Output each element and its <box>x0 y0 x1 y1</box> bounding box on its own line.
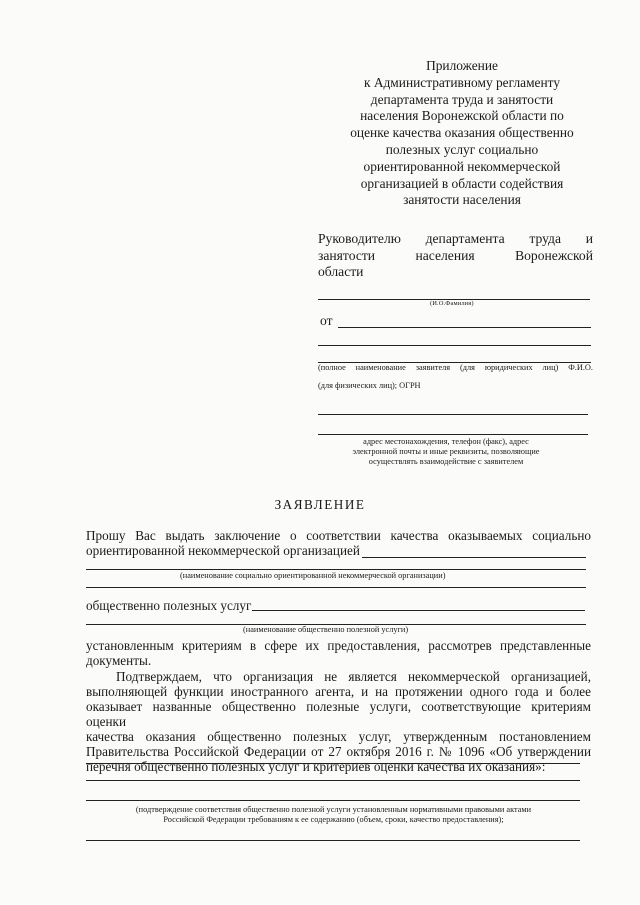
request-word: оказываемых <box>448 528 523 543</box>
confirmation-field-line-4[interactable] <box>86 840 580 841</box>
addressee-word: и <box>585 231 593 246</box>
criteria-line-1: установленным критериям в сфере их предоставления, рассмотрев представленные <box>86 638 591 653</box>
document-title: ЗАЯВЛЕНИЕ <box>274 497 366 512</box>
confirmation-caption-line: Российской Федерации требованиям к ее содержанию (объем, сроки, качество предоставления); <box>163 815 504 824</box>
confirmation-line: оказывает названные общественно полезные услуги, соответствующие критериям оценки <box>86 699 591 729</box>
addressee-line-1 <box>318 231 593 248</box>
services-label: общественно полезных услуг <box>86 598 252 613</box>
request-word: качества <box>390 528 439 543</box>
request-word: заключение <box>214 528 281 543</box>
appendix-line: Приложение <box>426 58 498 73</box>
request-word: социально <box>532 528 591 543</box>
from-label: от <box>320 313 333 328</box>
caption-word: (полное <box>318 363 346 372</box>
addressee-word: Воронежской <box>515 247 593 263</box>
confirmation-line: качества оказания общественно полезных услуг, утвержденным постановлением <box>86 729 591 744</box>
applicant-caption <box>318 363 593 391</box>
request-word: Прошу <box>86 528 126 543</box>
confirmation-line: Подтверждаем, что организация не является некоммерческой организацией, <box>116 669 591 684</box>
confirmation-caption <box>86 805 581 825</box>
criteria-line-2: документы. <box>86 653 152 668</box>
services-field-line-1[interactable] <box>252 610 585 611</box>
appendix-header <box>318 58 606 209</box>
contacts-field-line-1[interactable] <box>318 414 588 415</box>
caption-word: Ф.И.О. <box>568 363 593 372</box>
criteria-paragraph <box>86 638 591 668</box>
organization-field-line-3[interactable] <box>86 587 586 588</box>
caption-word: юридических <box>484 363 533 372</box>
addressee-word: труда <box>529 231 562 246</box>
request-word: Вас <box>135 528 156 543</box>
appendix-line: населения Воронежской области по <box>360 108 564 124</box>
contacts-caption-line: адрес местонахождения, телефон (факс), адрес <box>363 437 529 446</box>
applicant-caption-line-1 <box>318 363 593 373</box>
confirmation-line: выполняющей функции иностранного агента, и на протяжении одного года и более <box>86 684 591 699</box>
contacts-field-line-2[interactable] <box>318 434 588 435</box>
organization-field-line-1[interactable] <box>362 557 586 558</box>
confirmation-field-line-1[interactable] <box>86 763 580 764</box>
appendix-line: ориентированной некоммерческой <box>363 158 561 174</box>
confirmation-field-line-3[interactable] <box>86 800 580 801</box>
appendix-line: организацией в области содействия <box>360 175 564 191</box>
appendix-line: оценке качества оказания общественно <box>350 125 574 141</box>
applicant-caption-line-2: (для физических лиц); ОГРН <box>318 381 421 390</box>
request-word: соответствии <box>306 528 381 543</box>
appendix-line: к Административному регламенту <box>363 74 561 90</box>
contacts-caption <box>326 437 566 467</box>
appendix-line: департамента труда и занятости <box>370 91 554 107</box>
addressee-line-3: области <box>318 264 364 280</box>
organization-caption: (наименование социально ориентированной некоммерческой организации) <box>180 571 446 580</box>
confirmation-line: перечня общественно полезных услуг и критериев оценки качества их оказания»: <box>86 759 546 774</box>
request-line-1 <box>86 528 591 543</box>
addressee-word: департамента <box>425 231 505 246</box>
addressee-word: занятости <box>318 247 376 263</box>
applicant-field-line-2[interactable] <box>318 345 591 346</box>
caption-word: заявителя <box>415 363 451 372</box>
applicant-field-line-1[interactable] <box>338 327 591 328</box>
appendix-line: полезных услуг социально <box>385 141 539 157</box>
confirmation-line: Правительства Российской Федерации от 27 октября 2016 г. № 1096 «Об утверждении <box>86 744 591 759</box>
confirmation-caption-line: (подтверждение соответствия общественно полезной услуги установленным нормативными правовыми актами <box>135 805 532 814</box>
fio-caption: (И.О.Фамилия) <box>430 300 474 307</box>
organization-field-line-2[interactable] <box>86 569 586 570</box>
caption-word: (для <box>459 363 475 372</box>
contacts-caption-line: осуществлять взаимодействие с заявителем <box>368 457 524 466</box>
confirmation-field-line-2[interactable] <box>86 780 580 781</box>
appendix-line: занятости населения <box>403 192 521 208</box>
addressee-block <box>318 231 593 281</box>
request-word: выдать <box>165 528 205 543</box>
addressee-line-2 <box>318 248 593 265</box>
services-caption: (наименование общественно полезной услуги) <box>243 625 409 634</box>
contacts-caption-line: электронной почты и иные реквизиты, позволяющие <box>352 447 540 456</box>
addressee-word: населения <box>415 247 475 263</box>
caption-word: наименование <box>355 363 406 372</box>
addressee-word: Руководителю <box>318 231 401 246</box>
caption-word: лиц) <box>542 363 559 372</box>
request-line-2: ориентированной некоммерческой организацией <box>86 543 360 558</box>
confirmation-paragraph <box>86 669 591 774</box>
request-word: о <box>289 528 297 543</box>
